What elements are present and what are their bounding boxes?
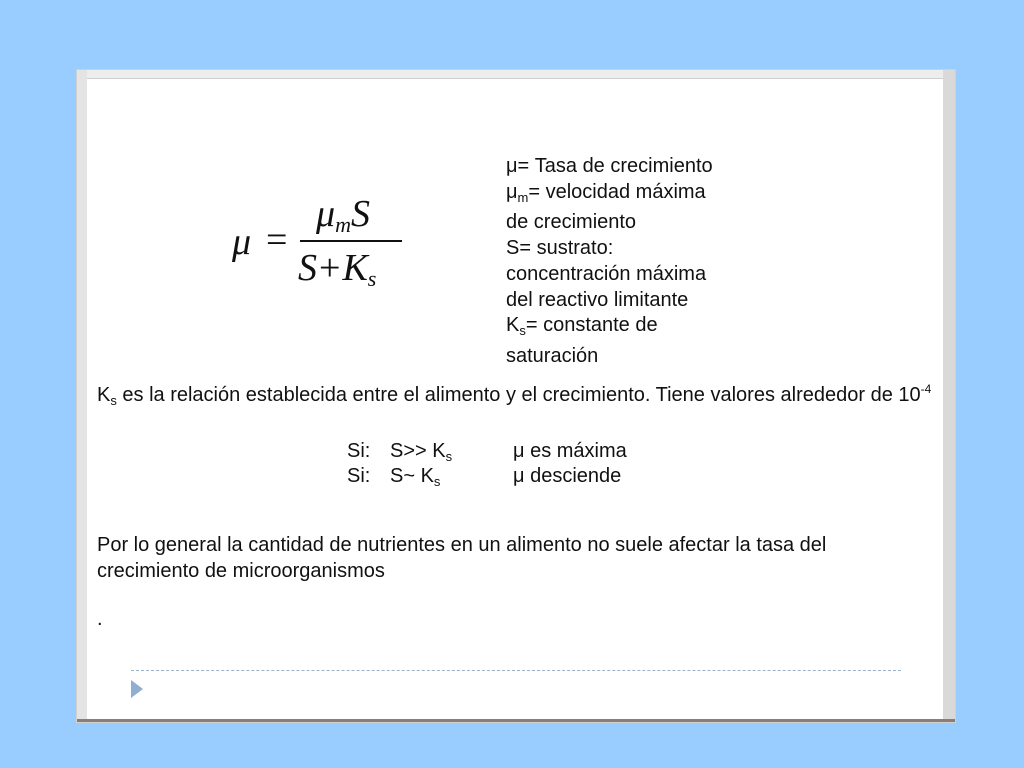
nutrients-paragraph: Por lo general la cantidad de nutrientes en un alimento no suele afectar la tasa del crecimiento de microorganismos <box>97 534 827 582</box>
condition-si: Si: <box>347 465 371 487</box>
slide-left-bar <box>77 70 87 722</box>
definition-s-cont1: concentración máxima <box>506 262 707 285</box>
monod-equation <box>232 193 412 296</box>
condition-expr-sub: s <box>433 474 441 489</box>
condition-expression <box>390 465 440 489</box>
ks-symbol: K <box>97 384 111 406</box>
definition-s: S= sustrato: <box>506 237 614 260</box>
condition-result: μ es máxima <box>513 440 627 462</box>
definition-ks-sub: s <box>519 323 526 339</box>
ks-sub: s <box>110 393 117 408</box>
slide-right-bar <box>943 70 955 722</box>
condition-expr-text: S~ K <box>390 465 434 487</box>
slide-top-bar <box>77 70 955 79</box>
footer-divider <box>131 670 901 671</box>
slide-bottom-bar <box>77 719 955 722</box>
definition-mu-m <box>506 180 766 211</box>
definition-ks <box>506 313 766 344</box>
fraction-bar <box>300 240 402 242</box>
formula-mu: μ <box>232 221 252 263</box>
formula-denominator <box>298 246 376 292</box>
variable-definitions <box>506 154 766 370</box>
formula-numerator <box>316 192 370 238</box>
definition-mu-m-text: = velocidad máxima <box>528 180 706 203</box>
definition-mu-m-symbol: μ <box>506 180 518 203</box>
definition-mu: μ= Tasa de crecimiento <box>506 155 713 177</box>
ks-explanation <box>97 377 937 413</box>
denominator-k: K <box>342 247 368 289</box>
condition-si: Si: <box>347 440 371 462</box>
stray-dot: . <box>97 608 103 630</box>
condition-expression <box>390 440 452 464</box>
definition-ks-cont: saturación <box>506 344 599 367</box>
ks-text: es la relación establecida entre el alimento y el crecimiento. Tiene valores alrededor de 10 <box>116 384 921 406</box>
condition-expr-text: S>> K <box>390 440 446 462</box>
numerator-s: S <box>350 193 370 235</box>
condition-result: μ desciende <box>513 465 622 487</box>
formula-equals: = <box>266 219 288 261</box>
definition-mu-m-cont: de crecimiento <box>506 211 637 234</box>
definition-ks-text: = constante de <box>525 314 658 337</box>
definition-mu-m-sub: m <box>517 189 529 205</box>
ks-exponent: -4 <box>920 382 932 396</box>
play-arrow-icon[interactable] <box>131 680 143 698</box>
numerator-mu: μ <box>316 193 336 235</box>
numerator-sub: m <box>335 212 351 237</box>
definition-s-cont2: del reactivo limitante <box>506 288 689 311</box>
condition-expr-sub: s <box>445 449 453 464</box>
denominator-plus: + <box>319 247 341 289</box>
denominator-sub: s <box>367 266 377 291</box>
definition-ks-symbol: K <box>506 314 520 337</box>
denominator-s: S <box>298 247 317 289</box>
